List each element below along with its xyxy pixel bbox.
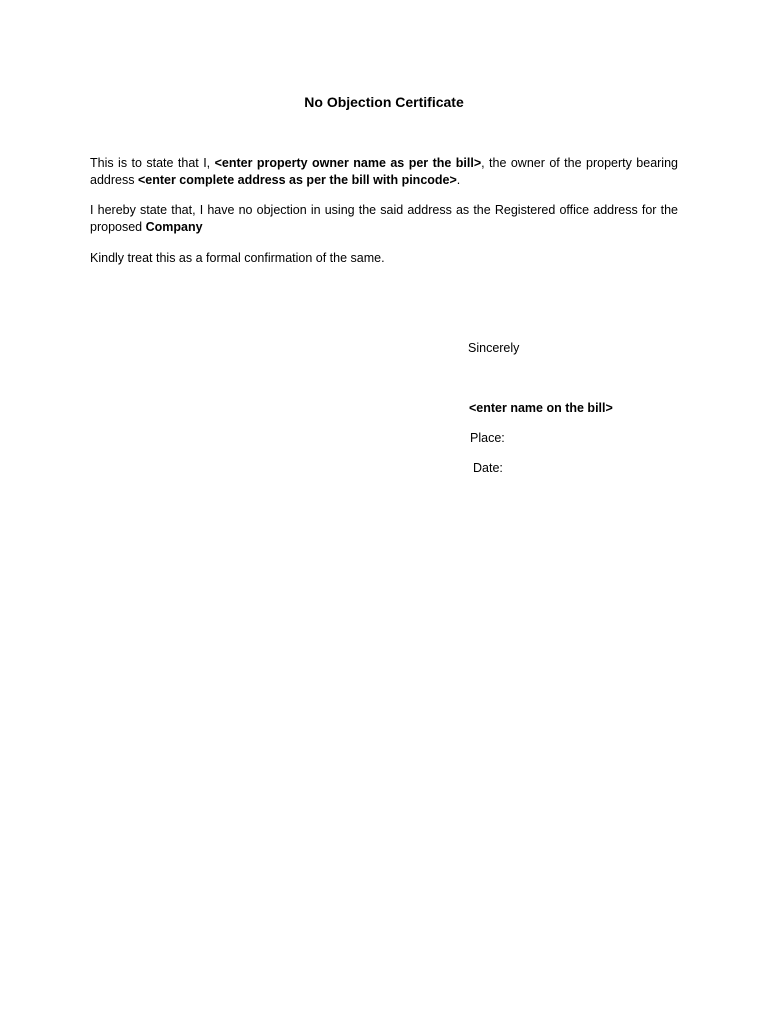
paragraph-statement	[90, 155, 678, 189]
paragraph-confirmation: Kindly treat this as a formal confirmation of the same.	[90, 251, 385, 265]
address-placeholder: <enter complete address as per the bill with pincode>	[137, 173, 457, 187]
no-objection-text: I hereby state that, I have no objection in using the said address as the Registered office address for the proposed	[90, 203, 678, 234]
company-label: Company	[145, 220, 203, 234]
paragraph-no-objection	[90, 202, 678, 236]
statement-text-middle: , the owner of the property bearing address	[90, 156, 678, 187]
signature-name-placeholder: <enter name on the bill>	[469, 401, 613, 415]
statement-text-end: .	[456, 173, 461, 187]
document-title: No Objection Certificate	[304, 94, 464, 110]
statement-text-start: This is to state that I,	[90, 156, 215, 170]
date-label: Date:	[473, 461, 503, 475]
signature-closing: Sincerely	[468, 341, 520, 355]
owner-name-placeholder: <enter property owner name as per the bill>	[214, 156, 482, 170]
place-label: Place:	[470, 431, 505, 445]
